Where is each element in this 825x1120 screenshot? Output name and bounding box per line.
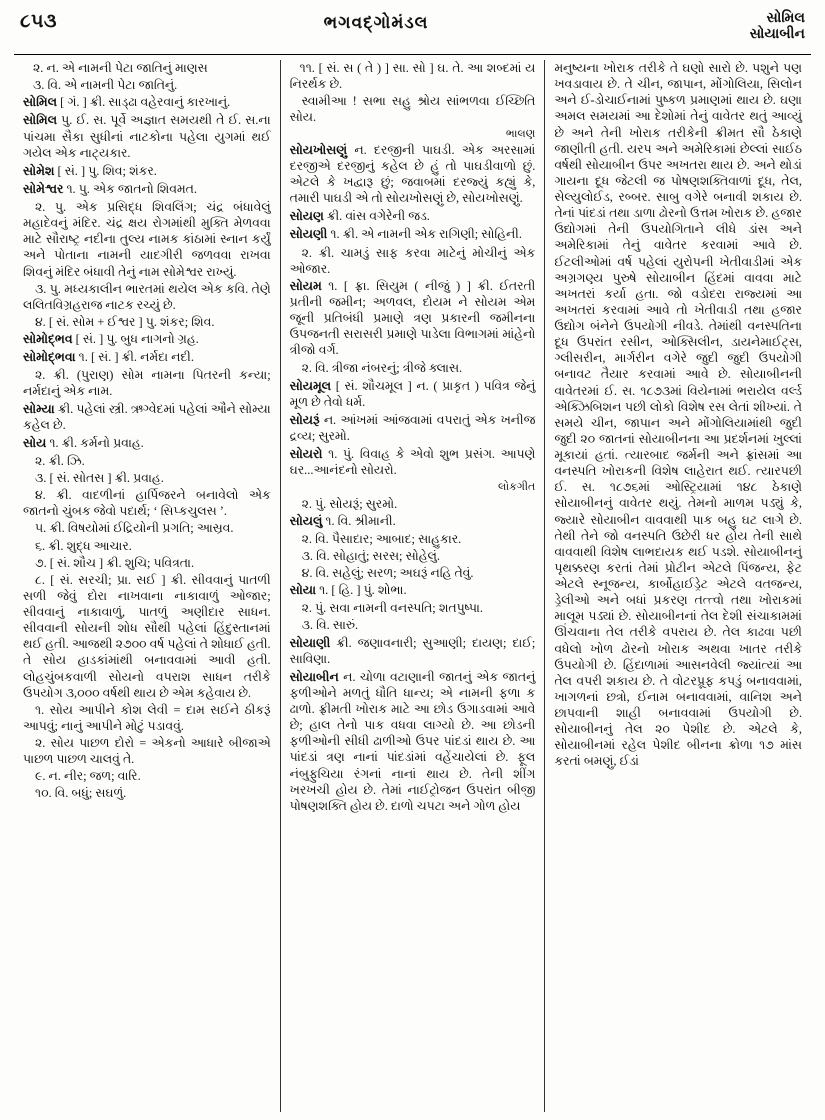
citation-attribution: ભાલણ: [505, 127, 536, 140]
dictionary-entry: [23, 94, 271, 110]
headword: સોયમૂલ: [289, 378, 332, 393]
entry-definition: ન. આંખમાં આંજવામાં વપરાતું એક ખનીજ દ્રવ્ય; સુરમો.: [289, 412, 536, 443]
sense-paragraph: ૧. સોય આપીને કોશ લેવી = દામ સઈને ઠીકરૂં આપવું; નાનું આપીને મોટું પડાવવું.: [23, 702, 271, 733]
dictionary-entry: [290, 278, 536, 359]
headword: સોમેશ્વર: [23, 181, 64, 196]
headword: સોમિલ: [23, 95, 58, 110]
sense-paragraph: ૫. ક્રી. વિષયોમાં ઈદ્રિયોની પ્રગતિ; આસ્રવ.: [35, 521, 234, 536]
entry-definition: પુ. ઈ. સ. પૂર્વે અજ્ઞાત સમયથી તે ઈ. સ.ના પાંચમા સૈકા સુધીનાં નાટકોના પહેલા યુગમાં થઈ ગયેલ એક નાટ્યકાર.: [23, 113, 271, 160]
sense-paragraph: ૩. વિ. સારું.: [301, 618, 359, 633]
column-right: [545, 60, 811, 1112]
headword: સોમોદ્ભવા: [23, 350, 76, 365]
guide-words: [695, 10, 805, 43]
sense-paragraph: ૮. [ સં. સરચી; પ્રા. સઈ ] ક્રી. સીવવાનું પાતળી સળી જેવું દોરા નાખવાના નાકાવાળું ઓજાર; સીવવાનું નાકાવાળું, પાતળું અણીદાર સાધન. સીવવાની સોયની શોધ સૌથી પહેલાં હિંદુસ્તાનમાં થઈ હતી. આજથી ૨૭૦૦ વર્ષ પહેલાં તે શોધાઈ હતી. તે સોય હાડકાંમાંથી બનાવવામાં આવી હતી. લોહચુંબકવાળી સોયનો વપરાશ સાધન તરીકે ઉપયોગ ૩,૦૦૦ વર્ષથી થાય છે એમ કહેવાય છે.: [23, 572, 271, 700]
entry-definition: ક્રી. વાંસ વગેરેની જડ.: [323, 209, 430, 224]
entry-definition: [ ગં. ] ક્રી. સાડ્ઢા વહેરવાનું કારખાનું.: [57, 95, 231, 110]
sense-paragraph: ૩. વિ. સોહાતું; સરસ; સોહેલું.: [301, 548, 440, 563]
dictionary-entry: [290, 582, 536, 598]
sense-paragraph: ૨. ક્રી. ચામડું સાફ કરવા માટેનું મોચીનું એક ઓજાર.: [289, 245, 536, 276]
entry-definition: ક્રી. પહેલાં સ્ત્રી. ઋગ્વેદમાં પહેલાં ઔને સોમ્યા કહેલ છે.: [23, 401, 271, 432]
sense-line: ૨. ન. એ નામની પેટા જાતિનું માણસ: [33, 61, 208, 75]
guide-word-first: સોમિલ: [766, 11, 805, 26]
dictionary-entry: [290, 142, 536, 207]
entry-definition: ક્રી. જણાવનારી; સુઆણી; દાયણ; દાઈ; સાવિણા.: [289, 635, 536, 666]
entry-definition: [ સં. ] પુ. બુધ નાગનો ગ્રહ.: [72, 332, 199, 346]
entry-definition: [ સં. ] પુ. શિવ; શંકર.: [54, 163, 157, 178]
dictionary-entry: [23, 349, 271, 365]
headword: સોમિલ: [23, 113, 58, 128]
dictionary-entry: [290, 513, 536, 529]
entry-definition: ન. દરજીની પાઘડી. એક અરસામાં દરજીએ દરજીનું કહેલ છે હું તો પાઘડીવાળો છું. એટલે કે ખદ્વારૂ છું; જવાબમાં દરજ્યું કહ્યું કે, તમારી પાઘડી એ તો સોયખોસણું છે, સોયખોસણું.: [289, 142, 536, 206]
sense-paragraph: ૨. પું. સવા નામની વનસ્પતિ; શતપુષ્પા.: [301, 601, 484, 616]
headword: સોયરૂં: [289, 412, 320, 427]
headword: સોય: [23, 435, 47, 450]
dictionary-entry: [23, 163, 271, 179]
sense-paragraph: ૪. વિ. સહેલું; સરળ; અઘરૂં નહિ તેવું.: [301, 566, 474, 581]
dictionary-entry: [290, 446, 536, 478]
headword: સોયણી: [289, 227, 328, 242]
running-title: ભગવદ્ગોમંડલ: [323, 13, 429, 32]
sense-paragraph: ૯. ન. નીર; જળ; વારિ.: [35, 769, 141, 784]
sense-paragraph: ૨. પું. સોયરૂં; સુરમો.: [301, 496, 398, 511]
dictionary-entry: [290, 378, 536, 410]
folio-number: ૮૫૩: [20, 11, 58, 32]
column-middle: [280, 60, 546, 1112]
headword: સોમ્યા: [23, 401, 55, 416]
sense-paragraph: ૨. ક્રી. (પુરાણ) સોમ નામના પિતરની કન્યા; નર્મદાનું એક નામ.: [23, 368, 271, 399]
dictionary-entry: [290, 412, 536, 444]
guide-word-second: સોયાબીન: [749, 27, 805, 43]
entry-definition: ૧. વિ. શ્રીમાની.: [322, 513, 396, 528]
sense-paragraph: ૬. ક્રી. શુદ્ધ આચાર.: [35, 538, 132, 553]
entry-definition: ૧. [ સં. ] ક્રી. નર્મદા નદી.: [75, 350, 194, 365]
sense-paragraph: ૪. [ સં. સોમ + ઈશ્વર ] પુ. શંકર; શિવ.: [35, 314, 215, 329]
headword: સોયા: [289, 583, 316, 598]
page-header: [14, 10, 811, 55]
dictionary-entry: [290, 669, 536, 814]
dictionary-entry: [23, 112, 271, 160]
entry-definition: ૧. [ ફ્રા. સિયુમ ( નીજું ) ] ક્રી. ઈતરતી પ્રતીની જમીન; અળવલ, દોયમ ને સોયમ એમ જૂની પ્રતિબંધી પ્રમાણે ત્રણ પ્રકારની જમીનના ઉપજનતી સરાસરી પ્રમાણે પાડેલા વિભાગમાં માંહેનો ત્રીજો વર્ગ.: [289, 278, 536, 358]
headword: સોયણ: [289, 209, 324, 224]
dictionary-entry: [23, 181, 271, 197]
entry-definition: [ સં. શૌચમૂલ ] ન. ( પ્રાકૃત ) પવિત્ર જેનું મૂળ છે તેવો ધર્મ.: [289, 378, 536, 409]
headword: સોયલું: [289, 513, 323, 528]
entry-definition: ૧. ક્રી. કર્મનો પ્રવાહ.: [46, 435, 144, 450]
entry-definition: ૧. ક્રી. એ નામની એક રાગિણી; સોહિની.: [327, 227, 522, 242]
headword: સોયમ: [289, 278, 322, 293]
dictionary-entry: [23, 401, 271, 433]
sense-paragraph: ૪. ક્રી. વાદળીનાં હાર્પિજરને બનાવેલો એક જાતનો ચુંબક જેવો પદાર્થ; ‘ સિપ્કચુલસ ’.: [23, 488, 271, 519]
dictionary-entry: [23, 331, 271, 347]
headword: સોયાબીન: [289, 669, 339, 684]
headword: સોયખોસણું: [289, 142, 348, 157]
entry-definition: ૧. પું. વિવાહ કે એવો શુભ પ્રસંગ. આપણે ઘર...આનંદનો સોયરો.: [289, 447, 536, 478]
dictionary-entry: [290, 208, 536, 224]
dictionary-entry: [290, 635, 536, 667]
sense-paragraph: ૨. ક્રી. ઝિ.: [35, 453, 85, 468]
sense-paragraph: ૭. [ સં. શૌચ ] ક્રી. શુચિ; પવિત્રતા.: [35, 555, 195, 570]
sense-paragraph: ૧૦. વિ. બધું; સઘળું.: [35, 786, 127, 801]
headword: સોયરો: [289, 447, 323, 462]
sense-paragraph: ૩. પુ. મધ્યકાલીન ભારતમાં થયેલ એક કવિ. તેણે લલિતવિગ્રહરાજ નાટક રચ્યું છે.: [23, 281, 271, 312]
entry-definition: ૧. પુ. એક જાતનો શિવમત.: [63, 181, 197, 196]
entry-definition: ૧. [ હિ. ] પું. શોભા.: [315, 583, 407, 598]
column-left: [14, 60, 280, 1112]
sense-paragraph: સ્વામીઆ ! સભા સહુ શ્રોય સાંભળવા ઈચ્છિતિ સોય.: [289, 94, 536, 125]
sense-line: ૩. વિ. એ નામની પેટા જાતિનું.: [33, 78, 178, 93]
dictionary-entry: [23, 435, 271, 451]
sense-paragraph: ૩. [ સં. સોતસ ] ક્રી. પ્રવાહ.: [35, 471, 164, 485]
body-paragraph: મનુષ્યના ખોરાક તરીકે તે ઘણો સારો છે. પશુને પણ ખવડાવાય છે. તે ચીન, જાપાન, મોંગોલિયા, સિલોન અને ઈ-ડોચાઈનામાં પુષ્કળ પ્રમાણમાં થાય છે. ઘણા અમલ સમયમાં આ દેશોમાં તેનું વાવેતર થતું આવ્યું છે અને તેની ખોરાક તરીકેની ક્રીમત સૌ ઠેકાણે જાણીતી હતી. યરપ અને અમેરિકામાં છેલ્લાં સાઈઠ વર્ષથી સોયાબીન ઉપર અખતરા થાય છે. અને થોડાં ગાયના દૂધ જેટલી જ પોષણશક્તિવાળાં દૂધ, તેલ, સેલ્યુલોઈડ, રબ્બર. સાબુ વગેરે બનાવી શકાય છે. તેનાં પાંદડાં તથા ડાળા ઢોરનો ઉત્તમ ખોરાક છે. હજાર ઉદ્યોગમાં તેની ઉપયોગિતાને લીધે ડાંસ અને અમેરિકામાં તેનું વાવેતર કરવામાં આવે છે. ઈટલીઓમાં વર્ષ પહેલાં યુરોપની ખેતીવાડીમાં એક અગ્રગણ્ય પુરુષે સોયાબીન હિંદમાં વાવવા માટે અખતરાં કર્યા હતા. જો વડોદરા રાજ્યમાં આ અખતરાં કરવામાં આવે તો ખેતીવાડી તથા હજાર ઉદ્યોગ બંનેને ઉપયોગી નીવડે. તેમાંથી વનસ્પતિના દૂધ ઉપરાંત રસીન, ઓક્સિલીન, ડાયનેમાઈટ્સ, ગ્લીસરીન, માર્ગરીન વગેરે જુદી જુદી ઉપયોગી બનાવટ તૈયાર કરવામાં આવે છે. સોયાબીનની વાવેતરમાં ઈ. સ. ૧૮૭૩માં વિયેનામાં ભરાયેલ વર્લ્ડ એક્ઝિબિશન પછી લોકો વિશેષ રસ લેતાં શીખ્યાં. તે સમયે ચીન, જાપાન અને મોંગોલિયામાંથી જુદી જુદી ૨૦ જાતનાં સોયાબીનના આ પ્રદર્શનમાં ખુલ્લાં મૂકાયાં હતાં. ત્યારબાદ જર્મની અને ફ્રાંસમાં આ વનસ્પતિ ખોરાકની વિશેષ લાહેરાત થઈ. ત્યારપછી ઈ. સ. ૧૮૭૬માં ઓસ્ટ્રિયામાં ૧૪૮ ઠેકાણે સોયાબીનનું વાવેતર થયું. તેમનો માળમ પડ્યું કે, જ્યારે સોયાબીન વાવવાથી પાક બહુ ઘટ લાગે છે. તેથી તેને જો વનસ્પતિ ઉછેરી ધર હોય તેની સાથે વાવવાથી વિશેષ લાભદાયક થઈ પડશે. સોયાબીનનું પૃથક્કરણ કરતાં તેમાં પ્રોટીન એટલે પિંજન્ય, ફેટ એટલે સ્નૂજન્ય, કાર્બોહાઈડ્રેટ એટલે વતજન્ય, ડ્રેલીઓ અને બધાં પ્રકરણ તત્ત્વો તથા ખોરાકમાં માલૂમ પડ્યાં છે. સોયાબીનનાં તેલ દેશી સંચાકામમાં ઊંચવાના તેલ તરીકે વપરાય છે. તેલ કાઢવા પછી વધેલો ખોળ ઢોરનો ખોરાક અથવા ખાતર તરીકે ઉપયોગી છે. હિંદાળામાં આસનવેલી જ્યાંત્યાં આ તેલ વપરી શકાય છે. તે વોટરપ્રૂફ કપડું બનાવવામાં, ખાગળનાં છત્રો, ઈનામ બનાવવામાં, વાનિશ અને છાપવાની શાહી બનાવવામાં ઉપયોગી છે. સોયાબીનનું તેલ ૨૦ પેશીદ છે. એટલે કે, સોયાબીનમાં રહેલ પેશીદ બીનના ક્રોળા ૧૭ માંસ કરતાં બમણું, ઈડાં: [554, 61, 802, 769]
sense-paragraph: ૨. પુ. એક પ્રસિદ્ધ શિવલિંગ; ચંદ્ર બંધાવેલું મહાદેવનું મંદિર. ચંદ્ર ક્ષય રોગમાંથી મુક્તિ મેળવવા માટે સૌરાષ્ટ્ર નદીના તુલ્ય નામક કાંઠામાં સ્નાન કર્યું અને પોતાના નામની યાદગીરી જળવવા રાખવા શિવનું મંદિર બંધાવી તેનું નામ સોમેશ્વર રાખ્યું.: [23, 200, 271, 279]
sense-paragraph: ૨. વિ. ત્રીજા નંબરનું; ત્રીજે ક્લાસ.: [301, 361, 463, 376]
headword: સોયાણી: [289, 635, 331, 650]
sense-line: ૧૧. [ સં. સ ( તે ) ] સા. સો ] ઘ. તે. આ શબ્દમાં ય નિરર્થક છે.: [289, 61, 536, 92]
citation-attribution: લોકગીત: [498, 481, 536, 494]
entry-definition: ન. ચોળા વટાણાની જાતનું એક જાતનું ફળીઓને મળતું ધૌતિ ધાન્ય; એ નામની ફળા ક ઢાળો. ફ્રીમતી ખોરાક માટે આ છોડ ઉગાડવામાં આવે છે; હાલ તેનો પાક વધવા લાગ્યો છે. આ છોડની ફળીઓની સીધી ઢાળીઓ ઉપર પાંદડાં થાય છે. આ પાંદડાં ત્રણ નાનાં પાંદડાંમાં વહેંચાયેલાં છે. ફૂલ નંબુફુચિયા રંગનાં નાનાં થાય છે. તેની શીંગ ખરખચી હોય છે. તેમાં નાઈટ્રોજન ઉપરાંત બીજી પોષણશક્તિ હોય છે. દાળો ચપટા અને ગોળ હોય: [289, 669, 536, 813]
headword: સોમોદ્ભવ: [23, 332, 73, 346]
headword: સોમેશ: [23, 163, 55, 178]
text-columns: [14, 60, 811, 1112]
dictionary-entry: [290, 226, 536, 242]
sense-paragraph: ૨. વિ. પૈસાદાર; આબાદ; સાહુકાર.: [301, 531, 462, 546]
sense-paragraph: ૨. સોય પાછળ દોરો = એકનો આધારે બીજાએ પાછળ પાછળ ચાલવું તે.: [23, 736, 271, 767]
